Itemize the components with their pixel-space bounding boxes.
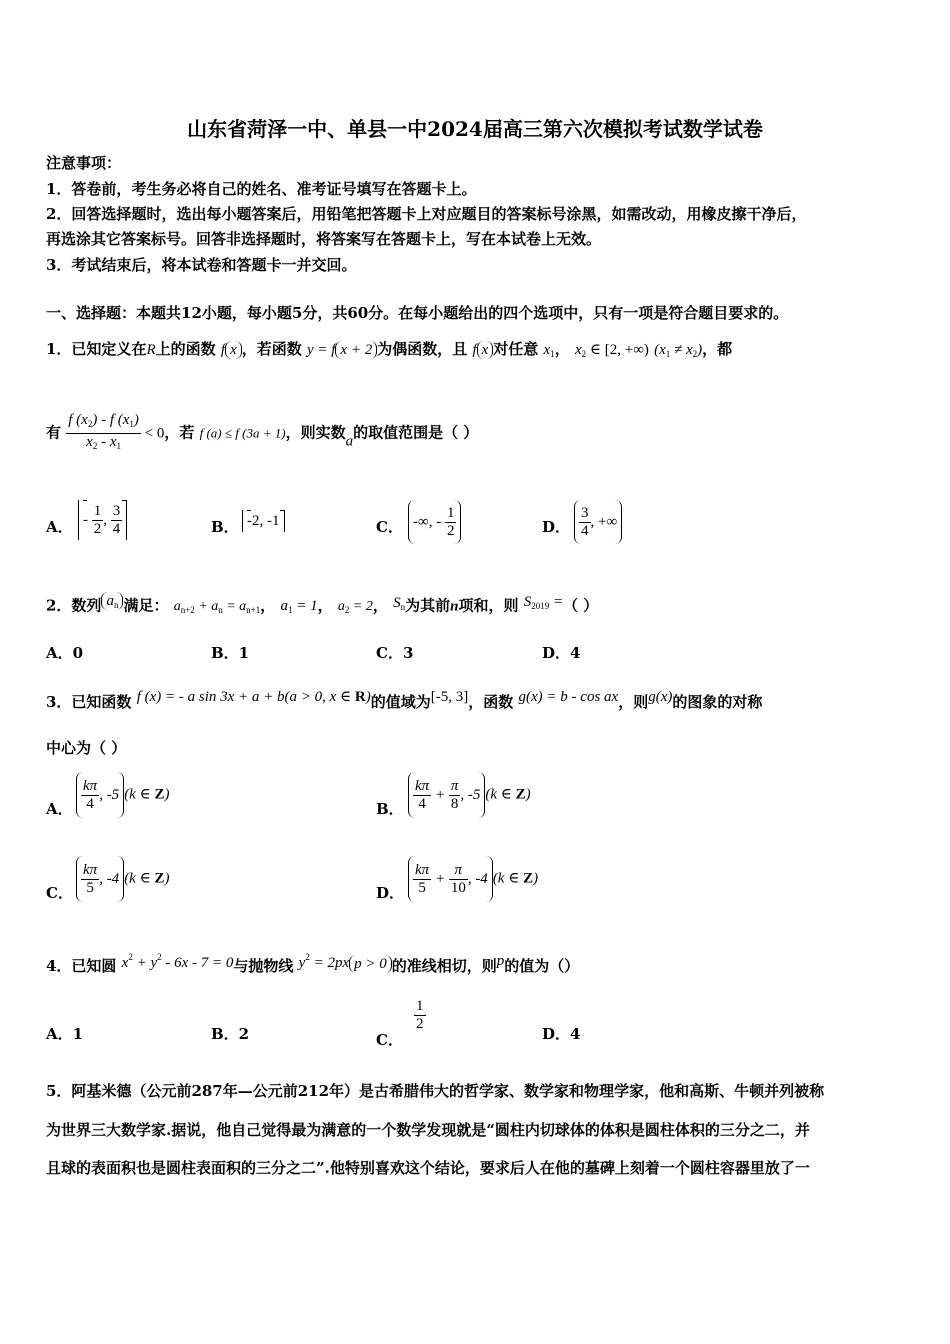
q1-inequality: f (a) ≤ f (3a + 1) xyxy=(199,425,286,441)
q1-option-c[interactable]: C． xyxy=(376,518,403,536)
notes-item-1: 1．答卷前，考生务必将自己的姓名、准考证号填写在答题卡上。 xyxy=(46,180,477,198)
q1-text: 1．已知定义在 xyxy=(46,340,147,358)
q3-option-c[interactable]: C． xyxy=(46,884,73,902)
question-5-line-1: 5．阿基米德（公元前287年—公元前212年）是古希腊伟大的哲学家、数学家和物理学家，他和高斯、牛顿并列被称 xyxy=(46,1082,825,1100)
question-5-line-3: 且球的表面积也是圆柱表面积的三分之二”.他特别喜欢这个结论，要求后人在他的墓碑上刻着一个圆柱容器里放了一 xyxy=(46,1159,810,1177)
q2-recurrence: $a_{n+2} + a_n = a_{n+1}$ xyxy=(173,599,261,616)
q2-option-c[interactable]: C．3 xyxy=(376,644,414,662)
q4-parabola: $y^2 = 2px$ p > 0 xyxy=(299,955,392,971)
q3-function: f (x) = - a sin 3x + a + b(a > 0, x ∈ R) xyxy=(136,689,371,705)
q1-option-a[interactable]: A． xyxy=(46,518,73,536)
page-title: 山东省菏泽一中、单县一中2024届高三第六次模拟考试数学试卷 xyxy=(187,117,763,141)
question-1-line-2: 有 $\frac{f (x_2) - f (x_1)}{x_2 - x_1}$ < 0，若 f (a) ≤ f (3a + 1)，则实数a的取值范围是（ ） xyxy=(46,412,478,455)
question-3-line-1: 3．已知函数 f (x) = - a sin 3x + a + b(a > 0, x ∈ R)的值域为[-5, 3]，函数 g(x) = b - cos ax，则g(x)的图象的对称 xyxy=(46,689,763,711)
q4-option-c[interactable]: C． $\frac{1}{2}$ xyxy=(376,998,424,1049)
q2-option-b[interactable]: B．1 xyxy=(211,644,250,662)
q3-option-d[interactable]: D． xyxy=(376,884,405,902)
q1-fx: f xyxy=(220,342,226,358)
q2-option-a[interactable]: A．0 xyxy=(46,644,84,662)
notes-item-2a: 2．回答选择题时，选出每小题答案后，用铅笔把答题卡上对应题目的答案标号涂黑，如需改动，用橡皮擦干净后， xyxy=(46,205,807,223)
notes-item-3: 3．考试结束后，将本试卷和答题卡一并交回。 xyxy=(46,256,357,274)
question-5-line-2: 为世界三大数学家.据说，他自己觉得最为满意的一个数学发现就是“圆柱内切球体的体积是圆柱体积的三分之二，并 xyxy=(46,1121,810,1139)
section-heading: 一、选择题：本题共12小题，每小题5分，共60分。在每小题给出的四个选项中，只有一项是符合题目要求的。 xyxy=(46,304,789,322)
q4-option-a[interactable]: A．1 xyxy=(46,1025,84,1043)
q4-circle: $x^2 + y^2 - 6x - 7 = 0$ xyxy=(121,952,234,971)
question-1-line-1: 1．已知定义在R上的函数 f x ，若函数 y = f x + 2 为偶函数，且 f x 对任意 $x_1$， $x_2$ ∈ [2, +∞) $(x_1 \ne x_2)$，都 xyxy=(46,340,733,359)
notes-heading: 注意事项： xyxy=(46,154,122,172)
q1-R: R xyxy=(146,342,156,358)
q3-option-b[interactable]: B． xyxy=(376,800,404,818)
q1-even-function: y = f xyxy=(306,342,336,358)
question-4-line: 4．已知圆 $x^2 + y^2 - 6x - 7 = 0$与抛物线 $y^2 = 2px$ p > 0 的准线相切，则p的值为（） xyxy=(46,952,580,975)
q4-option-b[interactable]: B．2 xyxy=(211,1025,250,1043)
question-2-line: 2．数列 $a_n$ 满足： $a_{n+2} + a_n = a_{n+1}$， $a_1 = 1$， $a_2 = 2$， $S_n$为其前n项和，则 $S_{2019}$ =（ ） xyxy=(46,593,599,616)
question-3-options: A． $\frac{k\pi}{4}$ , -5 (k ∈ Z) B． $\frac{k\pi}{4}$ + $\frac{\pi}{8}$ , -5 (k ∈ Z) C． $\frac{k\pi}{5}$ , -4 (k ∈ Z) D． $\frac{k\pi}{5}$ + $\frac{\pi}{10}$ , -4 (k ∈ Z) xyxy=(46,772,906,912)
notes-item-2b: 再选涂其它答案标号。回答非选择题时，将答案写在答题卡上，写在本试卷上无效。 xyxy=(46,230,602,248)
q1-option-d[interactable]: D． xyxy=(542,518,571,536)
q1-option-b[interactable]: B． xyxy=(211,518,239,536)
q1-domain: $x_2$ ∈ xyxy=(574,342,601,359)
q4-option-d[interactable]: D．4 xyxy=(542,1025,581,1043)
q1-difference-quotient: $\frac{f (x_2) - f (x_1)}{x_2 - x_1}$ xyxy=(68,412,139,451)
q2-option-d[interactable]: D．4 xyxy=(542,644,581,662)
question-3-line-2: 中心为（ ） xyxy=(46,739,127,757)
q3-option-a[interactable]: A． xyxy=(46,800,73,818)
